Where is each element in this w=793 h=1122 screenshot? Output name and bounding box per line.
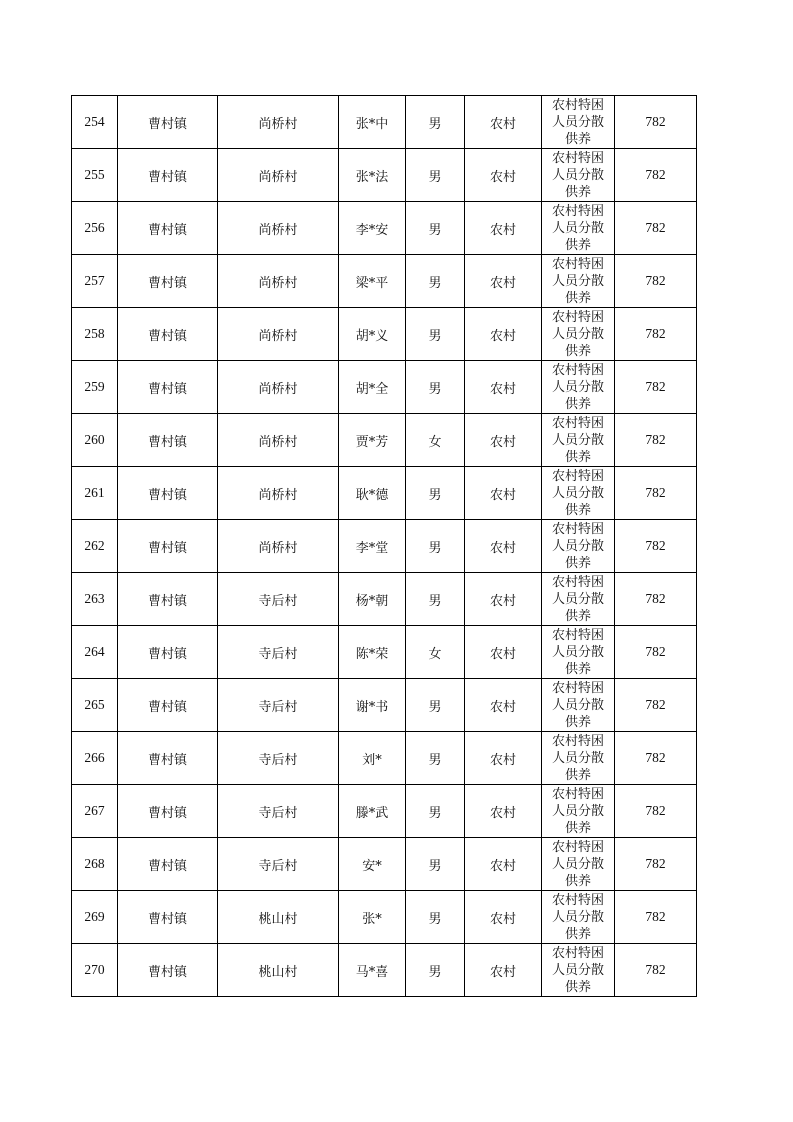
amount-cell: 782: [615, 520, 697, 573]
category-line: 农村特困: [551, 840, 604, 855]
area-cell: 农村: [465, 679, 542, 732]
amount-cell: 782: [615, 944, 697, 997]
town-cell: 曹村镇: [118, 732, 218, 785]
village-cell: 寺后村: [218, 573, 339, 626]
amount-cell: 782: [615, 414, 697, 467]
category-line: 农村特困: [551, 416, 604, 431]
category-cell: [542, 785, 615, 838]
category-cell: [542, 255, 615, 308]
table-row: [72, 361, 697, 414]
category-cell: [542, 202, 615, 255]
category-line: 供养: [564, 768, 591, 783]
table-row: [72, 255, 697, 308]
table-row: [72, 520, 697, 573]
category-line: 供养: [564, 450, 591, 465]
table-row: [72, 573, 697, 626]
table-row: [72, 149, 697, 202]
amount-cell: 782: [615, 732, 697, 785]
category-line: 人员分散: [551, 433, 604, 448]
gender-cell: 男: [406, 520, 465, 573]
gender-cell: 男: [406, 732, 465, 785]
category-line: 供养: [564, 132, 591, 147]
amount-cell: 782: [615, 838, 697, 891]
category-line: 人员分散: [551, 751, 604, 766]
area-cell: 农村: [465, 891, 542, 944]
amount-cell: 782: [615, 785, 697, 838]
category-line: 人员分散: [551, 327, 604, 342]
name-cell: 李*堂: [339, 520, 406, 573]
name-cell: 贾*芳: [339, 414, 406, 467]
category-cell: [542, 838, 615, 891]
area-cell: 农村: [465, 149, 542, 202]
row-number-cell: 261: [72, 467, 118, 520]
category-line: 农村特困: [551, 257, 604, 272]
amount-cell: 782: [615, 626, 697, 679]
category-cell: [542, 732, 615, 785]
row-number-cell: 255: [72, 149, 118, 202]
category-line: 农村特困: [551, 204, 604, 219]
table-body: [72, 96, 697, 997]
area-cell: 农村: [465, 732, 542, 785]
village-cell: 尚桥村: [218, 467, 339, 520]
name-cell: 张*: [339, 891, 406, 944]
recipients-table: [71, 95, 697, 997]
amount-cell: 782: [615, 96, 697, 149]
category-cell: [542, 414, 615, 467]
town-cell: 曹村镇: [118, 96, 218, 149]
area-cell: 农村: [465, 414, 542, 467]
category-line: 供养: [564, 291, 591, 306]
gender-cell: 男: [406, 785, 465, 838]
town-cell: 曹村镇: [118, 626, 218, 679]
category-line: 农村特困: [551, 681, 604, 696]
amount-cell: 782: [615, 891, 697, 944]
category-line: 农村特困: [551, 628, 604, 643]
village-cell: 桃山村: [218, 891, 339, 944]
name-cell: 胡*全: [339, 361, 406, 414]
category-line: 人员分散: [551, 592, 604, 607]
town-cell: 曹村镇: [118, 785, 218, 838]
amount-cell: 782: [615, 202, 697, 255]
town-cell: 曹村镇: [118, 944, 218, 997]
category-line: 供养: [564, 821, 591, 836]
table-row: [72, 308, 697, 361]
category-line: 供养: [564, 503, 591, 518]
area-cell: 农村: [465, 626, 542, 679]
area-cell: 农村: [465, 361, 542, 414]
category-line: 供养: [564, 397, 591, 412]
category-line: 农村特困: [551, 787, 604, 802]
village-cell: 寺后村: [218, 732, 339, 785]
category-line: 农村特困: [551, 893, 604, 908]
table-row: [72, 891, 697, 944]
row-number-cell: 262: [72, 520, 118, 573]
amount-cell: 782: [615, 255, 697, 308]
town-cell: 曹村镇: [118, 891, 218, 944]
category-line: 供养: [564, 344, 591, 359]
row-number-cell: 258: [72, 308, 118, 361]
category-cell: [542, 467, 615, 520]
row-number-cell: 259: [72, 361, 118, 414]
category-line: 人员分散: [551, 221, 604, 236]
town-cell: 曹村镇: [118, 202, 218, 255]
gender-cell: 男: [406, 255, 465, 308]
gender-cell: 男: [406, 361, 465, 414]
town-cell: 曹村镇: [118, 573, 218, 626]
category-cell: [542, 891, 615, 944]
table-row: [72, 785, 697, 838]
village-cell: 尚桥村: [218, 520, 339, 573]
category-line: 供养: [564, 927, 591, 942]
category-line: 农村特困: [551, 575, 604, 590]
table-row: [72, 414, 697, 467]
name-cell: 耿*德: [339, 467, 406, 520]
village-cell: 桃山村: [218, 944, 339, 997]
area-cell: 农村: [465, 785, 542, 838]
town-cell: 曹村镇: [118, 414, 218, 467]
village-cell: 尚桥村: [218, 414, 339, 467]
village-cell: 尚桥村: [218, 255, 339, 308]
town-cell: 曹村镇: [118, 838, 218, 891]
town-cell: 曹村镇: [118, 679, 218, 732]
table-row: [72, 679, 697, 732]
village-cell: 尚桥村: [218, 149, 339, 202]
amount-cell: 782: [615, 467, 697, 520]
category-line: 供养: [564, 662, 591, 677]
category-cell: [542, 149, 615, 202]
category-line: 供养: [564, 874, 591, 889]
town-cell: 曹村镇: [118, 308, 218, 361]
row-number-cell: 264: [72, 626, 118, 679]
row-number-cell: 265: [72, 679, 118, 732]
area-cell: 农村: [465, 467, 542, 520]
name-cell: 滕*武: [339, 785, 406, 838]
table-row: [72, 838, 697, 891]
gender-cell: 男: [406, 679, 465, 732]
row-number-cell: 260: [72, 414, 118, 467]
gender-cell: 男: [406, 149, 465, 202]
category-cell: [542, 308, 615, 361]
row-number-cell: 256: [72, 202, 118, 255]
town-cell: 曹村镇: [118, 255, 218, 308]
area-cell: 农村: [465, 308, 542, 361]
category-line: 农村特困: [551, 98, 604, 113]
area-cell: 农村: [465, 96, 542, 149]
area-cell: 农村: [465, 573, 542, 626]
gender-cell: 男: [406, 96, 465, 149]
gender-cell: 男: [406, 202, 465, 255]
row-number-cell: 263: [72, 573, 118, 626]
category-line: 人员分散: [551, 804, 604, 819]
table-row: [72, 732, 697, 785]
table-row: [72, 467, 697, 520]
table-row: [72, 944, 697, 997]
gender-cell: 男: [406, 308, 465, 361]
row-number-cell: 257: [72, 255, 118, 308]
category-line: 农村特困: [551, 310, 604, 325]
village-cell: 寺后村: [218, 626, 339, 679]
village-cell: 尚桥村: [218, 308, 339, 361]
village-cell: 寺后村: [218, 838, 339, 891]
category-line: 供养: [564, 980, 591, 995]
gender-cell: 女: [406, 414, 465, 467]
town-cell: 曹村镇: [118, 361, 218, 414]
name-cell: 张*中: [339, 96, 406, 149]
category-line: 供养: [564, 609, 591, 624]
name-cell: 谢*书: [339, 679, 406, 732]
gender-cell: 男: [406, 944, 465, 997]
area-cell: 农村: [465, 202, 542, 255]
category-cell: [542, 679, 615, 732]
amount-cell: 782: [615, 573, 697, 626]
name-cell: 李*安: [339, 202, 406, 255]
category-cell: [542, 944, 615, 997]
category-line: 供养: [564, 715, 591, 730]
category-cell: [542, 573, 615, 626]
area-cell: 农村: [465, 838, 542, 891]
table-row: [72, 96, 697, 149]
town-cell: 曹村镇: [118, 520, 218, 573]
category-line: 供养: [564, 185, 591, 200]
amount-cell: 782: [615, 679, 697, 732]
category-cell: [542, 626, 615, 679]
village-cell: 尚桥村: [218, 202, 339, 255]
name-cell: 张*法: [339, 149, 406, 202]
category-line: 人员分散: [551, 486, 604, 501]
area-cell: 农村: [465, 520, 542, 573]
category-cell: [542, 520, 615, 573]
row-number-cell: 270: [72, 944, 118, 997]
town-cell: 曹村镇: [118, 149, 218, 202]
category-line: 人员分散: [551, 539, 604, 554]
category-line: 供养: [564, 556, 591, 571]
village-cell: 尚桥村: [218, 361, 339, 414]
row-number-cell: 268: [72, 838, 118, 891]
name-cell: 刘*: [339, 732, 406, 785]
category-line: 人员分散: [551, 380, 604, 395]
recipients-table-container: [71, 95, 697, 997]
row-number-cell: 269: [72, 891, 118, 944]
gender-cell: 男: [406, 891, 465, 944]
gender-cell: 男: [406, 467, 465, 520]
table-row: [72, 626, 697, 679]
table-row: [72, 202, 697, 255]
village-cell: 尚桥村: [218, 96, 339, 149]
category-line: 人员分散: [551, 910, 604, 925]
category-line: 人员分散: [551, 274, 604, 289]
row-number-cell: 254: [72, 96, 118, 149]
name-cell: 杨*朝: [339, 573, 406, 626]
category-line: 人员分散: [551, 645, 604, 660]
area-cell: 农村: [465, 944, 542, 997]
category-line: 人员分散: [551, 115, 604, 130]
row-number-cell: 267: [72, 785, 118, 838]
town-cell: 曹村镇: [118, 467, 218, 520]
gender-cell: 男: [406, 838, 465, 891]
category-line: 人员分散: [551, 168, 604, 183]
amount-cell: 782: [615, 308, 697, 361]
category-line: 农村特困: [551, 734, 604, 749]
name-cell: 马*喜: [339, 944, 406, 997]
category-cell: [542, 96, 615, 149]
name-cell: 胡*义: [339, 308, 406, 361]
name-cell: 陈*荣: [339, 626, 406, 679]
category-cell: [542, 361, 615, 414]
gender-cell: 男: [406, 573, 465, 626]
category-line: 农村特困: [551, 469, 604, 484]
name-cell: 安*: [339, 838, 406, 891]
amount-cell: 782: [615, 149, 697, 202]
category-line: 农村特困: [551, 151, 604, 166]
name-cell: 梁*平: [339, 255, 406, 308]
category-line: 农村特困: [551, 522, 604, 537]
category-line: 人员分散: [551, 698, 604, 713]
gender-cell: 女: [406, 626, 465, 679]
village-cell: 寺后村: [218, 785, 339, 838]
area-cell: 农村: [465, 255, 542, 308]
category-line: 农村特困: [551, 363, 604, 378]
village-cell: 寺后村: [218, 679, 339, 732]
category-line: 农村特困: [551, 946, 604, 961]
category-line: 人员分散: [551, 963, 604, 978]
amount-cell: 782: [615, 361, 697, 414]
row-number-cell: 266: [72, 732, 118, 785]
category-line: 供养: [564, 238, 591, 253]
category-line: 人员分散: [551, 857, 604, 872]
